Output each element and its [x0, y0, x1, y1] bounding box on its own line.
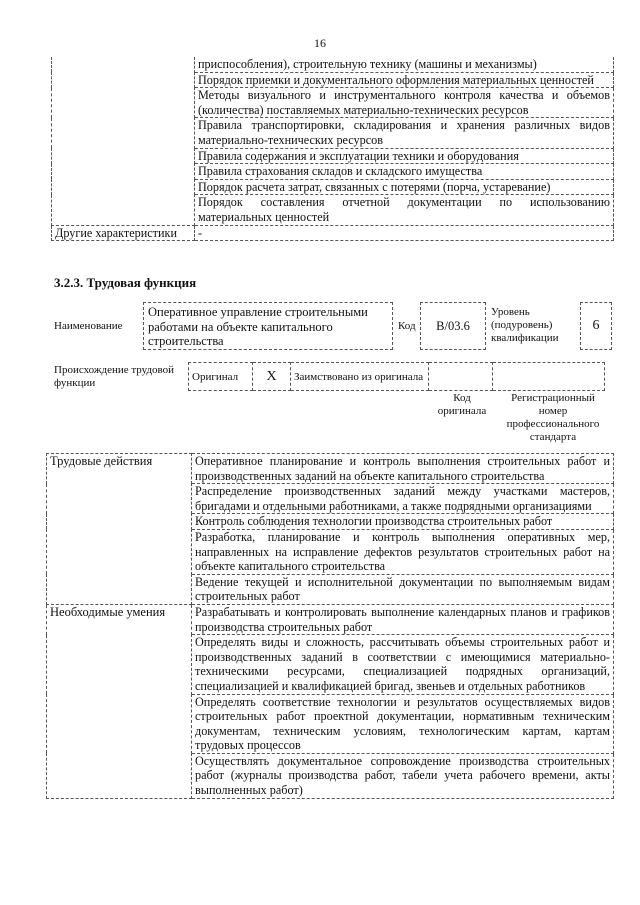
knowledge-item: Порядок расчета затрат, связанных с потерями (порча, устаревание)	[195, 179, 614, 195]
labor-action-item: Контроль соблюдения технологии производства строительных работ	[192, 514, 614, 530]
origin-table	[188, 362, 605, 391]
original-code-caption: Код оригинала	[437, 392, 487, 417]
labor-function-table	[46, 453, 614, 799]
borrowed-label: Заимствовано из оригинала	[291, 363, 429, 391]
other-characteristics-label: Другие характеристики	[52, 225, 195, 241]
knowledge-item: Правила транспортировки, складирования и хранения различных видов материально-технических ресурсов	[195, 118, 614, 148]
original-mark: X	[253, 363, 291, 391]
section-heading: 3.2.3. Трудовая функция	[54, 275, 197, 290]
knowledge-item: Правила содержания и эксплуатации техники и оборудования	[195, 148, 614, 164]
reg-number-cell	[493, 363, 605, 391]
labor-action-item: Ведение текущей и исполнительной документации по выполняемым видам строительных работ	[192, 574, 614, 604]
knowledge-label-cell	[52, 57, 195, 225]
qualification-level-label: Уровень (подуровень) квалификации	[491, 306, 559, 344]
skill-item: Определять виды и сложность, рассчитывать объемы строительных работ и производственных заданий в соответствии с имеющимися материально-техническими ресурсами, специализацией подрядных организаций, специализацией и квалификацией бригад, звеньев и отдельных работников	[192, 635, 614, 694]
labor-action-item: Оперативное планирование и контроль выполнения строительных работ и производственных заданий на объекте капитального строительства	[192, 454, 614, 484]
name-label: Наименование	[54, 320, 123, 332]
origin-label: Происхождение трудовой функции	[54, 364, 175, 389]
labor-actions-label: Трудовые действия	[47, 454, 192, 605]
skill-item: Разрабатывать и контролировать выполнение календарных планов и графиков производства строительных работ	[192, 604, 614, 634]
knowledge-item: Порядок составления отчетной документации по использованию материальных ценностей	[195, 195, 614, 225]
other-characteristics-value: -	[195, 225, 614, 241]
knowledge-table-continuation	[51, 57, 614, 241]
original-code-cell	[429, 363, 493, 391]
labor-action-item: Разработка, планирование и контроль выполнения оперативных мер, направленных на исправление дефектов результатов строительных работ на объекте капитального строительства	[192, 529, 614, 574]
skill-item: Определять соответствие технологии и результатов осуществляемых видов строительных работ проектной документации, нормативным техническим документам, техническим условиям, технологическим картам, картам трудовых процессов	[192, 694, 614, 753]
original-label: Оригинал	[189, 363, 253, 391]
knowledge-item: Методы визуального и инструментального контроля качества и объемов (количества) поставляемых материально-технических ресурсов	[195, 88, 614, 118]
function-code-value: B/03.6	[420, 302, 486, 350]
labor-action-item: Распределение производственных заданий между участками мастеров, бригадами и отдельными работниками, а также подрядными организациями	[192, 484, 614, 514]
knowledge-item: Правила страхования складов и складского имущества	[195, 164, 614, 180]
page-number: 16	[314, 36, 326, 50]
skills-label: Необходимые умения	[47, 604, 192, 798]
qualification-level-value: 6	[580, 302, 612, 350]
function-name-value: Оперативное управление строительными работами на объекте капитального строительства	[143, 302, 393, 350]
code-label: Код	[398, 320, 416, 332]
knowledge-item: приспособления), строительную технику (машины и механизмы)	[195, 57, 614, 72]
reg-number-caption: Регистрационный номер профессионального стандарта	[506, 392, 600, 443]
knowledge-item: Порядок приемки и документального оформления материальных ценностей	[195, 72, 614, 88]
skill-item: Осуществлять документальное сопровождение производства строительных работ (журналы производства работ, табели учета рабочего времени, акты выполненных работ)	[192, 753, 614, 798]
